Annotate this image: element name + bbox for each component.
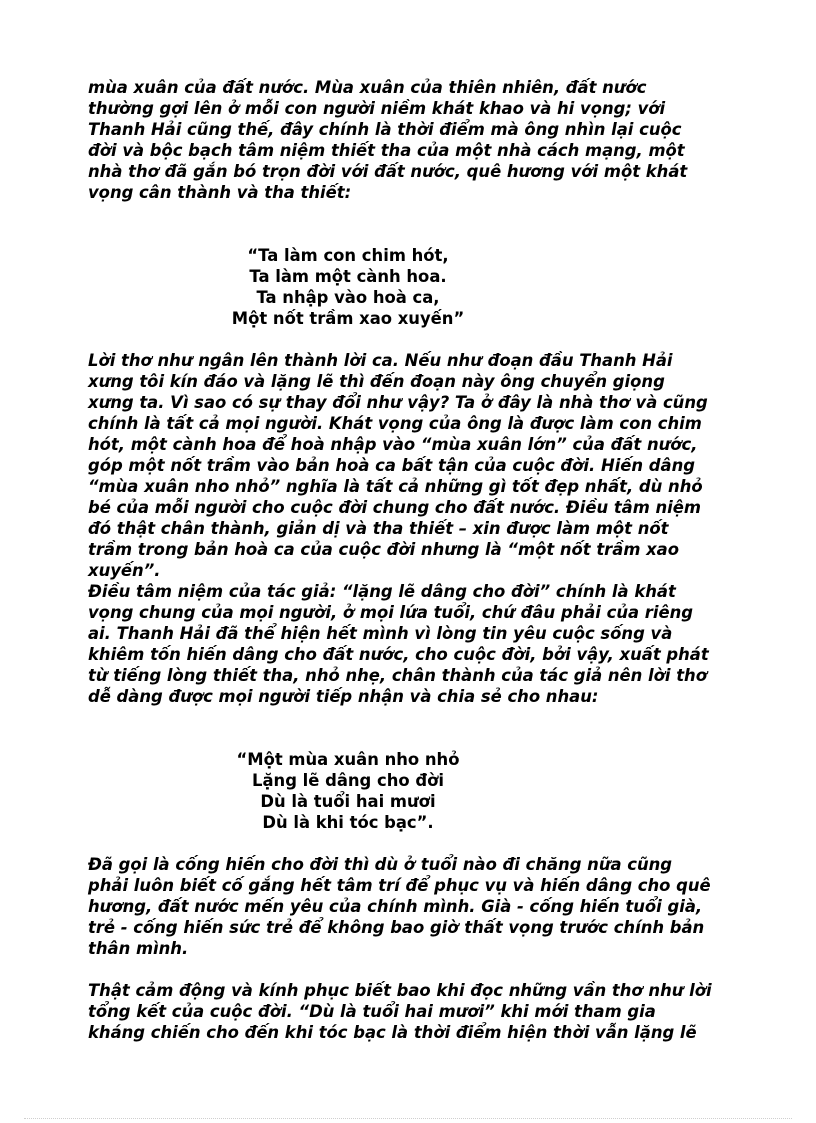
text-line: kháng chiến cho đến khi tóc bạc là thời điểm hiện thời vẫn lặng lẽ (88, 1023, 697, 1042)
paragraph-conclusion (88, 980, 778, 1043)
poem-stanza-2 (88, 749, 608, 833)
text-line: Thanh Hải cũng thế, đây chính là thời điểm mà ông nhìn lại cuộc (88, 120, 682, 139)
page-footer-divider (24, 1118, 792, 1119)
poem-line: “Một mùa xuân nho nhỏ (236, 750, 460, 769)
text-line: từ tiếng lòng thiết tha, nhỏ nhẹ, chân thành của tác giả nên lời thơ (88, 666, 707, 685)
text-line: vọng chung của mọi người, ở mọi lứa tuổi, chứ đâu phải của riêng (88, 603, 693, 622)
paragraph-aspiration (88, 581, 778, 707)
text-line: “mùa xuân nho nhỏ” nghĩa là tất cả những gì tốt đẹp nhất, dù nhỏ (88, 477, 703, 496)
text-line: góp một nốt trầm vào bản hoà ca bất tận của cuộc đời. Hiến dâng (88, 456, 695, 475)
poem-stanza-1 (88, 245, 608, 329)
text-line: khiêm tốn hiến dâng cho đất nước, cho cuộc đời, bởi vậy, xuất phát (88, 645, 709, 664)
text-line: chính là tất cả mọi người. Khát vọng của ông là được làm con chim (88, 414, 702, 433)
text-line: bé của mỗi người cho cuộc đời chung cho đất nước. Điều tâm niệm (88, 498, 701, 517)
text-line: trẻ - cống hiến sức trẻ để không bao giờ thất vọng trước chính bản (88, 918, 705, 937)
paragraph-analysis (88, 350, 778, 581)
poem-line: Dù là khi tóc bạc”. (262, 813, 434, 832)
text-line: Lời thơ như ngân lên thành lời ca. Nếu như đoạn đầu Thanh Hải (88, 351, 673, 370)
text-line: đời và bộc bạch tâm niệm thiết tha của một nhà cách mạng, một (88, 141, 685, 160)
text-line: dễ dàng được mọi người tiếp nhận và chia sẻ cho nhau: (88, 687, 599, 706)
poem-line: Ta nhập vào hoà ca, (256, 288, 440, 307)
text-line: hót, một cành hoa để hoà nhập vào “mùa xuân lớn” của đất nước, (88, 435, 698, 454)
text-line: đó thật chân thành, giản dị và tha thiết – xin được làm một nốt (88, 519, 669, 538)
text-line: hương, đất nước mến yêu của chính mình. Già - cống hiến tuổi già, (88, 897, 703, 916)
text-line: trầm trong bản hoà ca của cuộc đời nhưng là “một nốt trầm xao (88, 540, 679, 559)
text-line: Điều tâm niệm của tác giả: “lặng lẽ dâng cho đời” chính là khát (88, 582, 676, 601)
text-line: ai. Thanh Hải đã thể hiện hết mình vì lòng tin yêu cuộc sống và (88, 624, 673, 643)
text-line: mùa xuân của đất nước. Mùa xuân của thiên nhiên, đất nước (88, 78, 647, 97)
text-line: xưng ta. Vì sao có sự thay đổi như vậy? Ta ở đây là nhà thơ và cũng (88, 393, 708, 412)
text-line: phải luôn biết cố gắng hết tâm trí để phục vụ và hiến dâng cho quê (88, 876, 711, 895)
text-line: thường gợi lên ở mỗi con người niềm khát khao và hi vọng; với (88, 99, 666, 118)
paragraph-dedication (88, 854, 778, 959)
text-line: xưng tôi kín đáo và lặng lẽ thì đến đoạn này ông chuyển giọng (88, 372, 665, 391)
poem-line: Lặng lẽ dâng cho đời (252, 771, 444, 790)
poem-line: Một nốt trầm xao xuyến” (231, 309, 465, 328)
text-line: Đã gọi là cống hiến cho đời thì dù ở tuổi nào đi chăng nữa cũng (88, 855, 673, 874)
text-line: tổng kết của cuộc đời. “Dù là tuổi hai mươi” khi mới tham gia (88, 1002, 656, 1021)
paragraph-intro (88, 77, 778, 203)
text-line: Thật cảm động và kính phục biết bao khi đọc những vần thơ như lời (88, 981, 712, 1000)
text-line: thân mình. (88, 939, 189, 958)
text-line: nhà thơ đã gắn bó trọn đời với đất nước, quê hương với một khát (88, 162, 688, 181)
poem-line: Dù là tuổi hai mươi (260, 792, 436, 811)
text-line: vọng cân thành và tha thiết: (88, 183, 352, 202)
text-line: xuyến”. (88, 561, 161, 580)
poem-line: “Ta làm con chim hót, (247, 246, 449, 265)
document-page (88, 77, 778, 1043)
poem-line: Ta làm một cành hoa. (249, 267, 447, 286)
